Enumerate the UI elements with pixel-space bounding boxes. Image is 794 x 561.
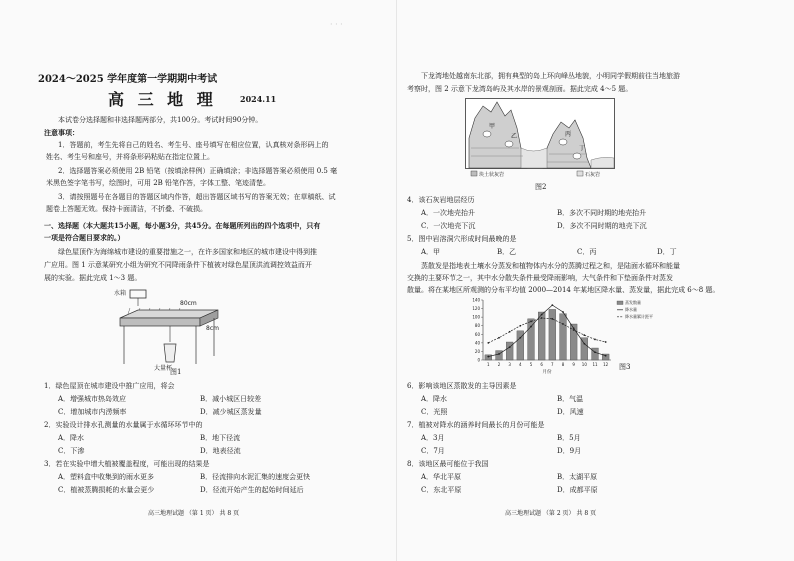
figure-1-experiment — [110, 284, 250, 372]
question-2: 2．实验设计排水孔测量的水量属于水循环环节中的 — [44, 421, 203, 429]
notice-line: 2．选择题答案必须使用 2B 铅笔（按填涂样例）正确填涂；非选择题答案必须使用 0.5 毫 — [58, 167, 338, 175]
series-point — [530, 321, 532, 323]
question-5: 5．图中岩溶洞穴形成时间最晚的是 — [407, 235, 517, 243]
bar-evapotranspiration — [538, 312, 545, 360]
sea-water — [591, 157, 614, 168]
cave-yi — [505, 141, 513, 147]
cave-ding — [573, 153, 581, 159]
bar-evapotranspiration — [581, 338, 588, 360]
x-tick-label: 10 — [581, 362, 587, 367]
bar-evapotranspiration — [528, 319, 535, 360]
q7-option-a: A．3月 — [421, 434, 445, 442]
passage-line: 散量。将在某地区所观测的分布平均值 2000—2014 年某地区降水量、蒸发量，据此完成 6～8 题。 — [407, 286, 720, 294]
series-point — [509, 331, 511, 333]
passage-line: 绿色屋顶作为海绵城市建设的重要措施之一，在许多国家和地区的城市建设中得到推 — [58, 248, 317, 256]
series-point — [519, 325, 521, 327]
q3-option-b: B．径流排向水泥汇集的速度会更快 — [200, 473, 311, 481]
question-6: 6．影响该地区蒸散发的主导因素是 — [407, 382, 517, 390]
series-point — [551, 304, 553, 306]
series-point — [583, 334, 585, 336]
passage-line: 考察时，图 2 示意下龙湾岛屿及其水岸的景观剖面。据此完成 4～5 题。 — [407, 85, 633, 93]
q5-option-d: D．丁 — [657, 248, 677, 256]
exam-date: 2024.11 — [240, 94, 277, 104]
q8-option-b: B．太湖平原 — [557, 473, 598, 481]
fig1-length-label: 80cm — [180, 300, 197, 307]
q7-option-d: D．9月 — [557, 447, 582, 455]
notice-line: 题卷上答题无效。保持卡面清洁，不折叠、不破损。 — [46, 205, 207, 213]
series-point — [562, 323, 564, 325]
q5-option-c: C．丙 — [577, 248, 597, 256]
series-point — [594, 339, 596, 341]
legend-label: 降水量 — [625, 307, 637, 312]
x-tick-label: 2 — [497, 362, 501, 367]
passage-line: 广应用。图 1 示意某研究小组为研究不同降雨条件下植被对绿色屋顶洪流调控效益而开 — [44, 261, 312, 269]
q8-option-a: A．华北平原 — [421, 473, 462, 481]
series-point — [573, 329, 575, 331]
q6-option-c: C．光照 — [421, 408, 448, 416]
series-point — [541, 317, 543, 319]
page-footer-2: 高三地理试题 （第 2 页） 共 8 页 — [505, 510, 597, 517]
q3-option-d: D．径流开始产生的起始时间延后 — [200, 486, 304, 494]
series-point — [498, 337, 500, 339]
passage-line: 交换的主要环节之一，其中水分散失条件最受降雨影响，大气条件和下垫面条件对蒸发 — [407, 274, 673, 282]
y-tick-label: 80 — [474, 323, 480, 329]
water-tank-shape — [130, 290, 146, 298]
x-tick-label: 8 — [561, 362, 565, 367]
q1-option-c: C．增加城市内涝频率 — [58, 408, 127, 416]
q2-option-a: A．降水 — [58, 434, 85, 442]
x-axis-label: 月份 — [542, 370, 552, 375]
fig1-depth-label: 8cm — [206, 325, 219, 332]
series-point — [573, 327, 575, 329]
fig1-rain-label: 水箱 — [114, 290, 127, 297]
figure-3-caption: 图3 — [619, 363, 631, 371]
x-tick-label: 12 — [603, 362, 609, 367]
notice-title: 注意事项： — [44, 128, 79, 137]
q4-option-c: C．一次地壳下沉 — [421, 222, 476, 230]
series-point — [605, 341, 607, 343]
question-4: 4．该石灰岩地层经历 — [407, 196, 475, 204]
y-tick-label: 140 — [472, 297, 480, 303]
passage-line: 下龙湾地处越南东北部，拥有典型的岛上环向峰丛地貌，小明同学假期前往当地旅游 — [421, 72, 680, 80]
series-point — [605, 355, 607, 357]
q3-option-a: A．塑料盒中收集到的雨水更多 — [58, 473, 155, 481]
passage-line: 蒸散发是指地表土壤水分蒸发和植物体内水分的蒸腾过程之和，是陆面水循环和能量 — [421, 262, 680, 270]
q6-option-d: D．风速 — [557, 408, 584, 416]
notice-line: 姓名、考生号和座号，并将条形码粘贴在指定位置上。 — [46, 153, 214, 161]
notice-line: 1．答题前，考生先将自己的姓名、考生号、座号填写在相应位置，认真核对条形码上的 — [58, 141, 329, 149]
series-point — [519, 337, 521, 339]
x-tick-label: 4 — [519, 362, 522, 367]
label-ding: 丁 — [579, 145, 586, 152]
series-point — [551, 318, 553, 320]
question-7: 7．植被对降水的涵养时间最长的月份可能是 — [407, 421, 545, 429]
question-1: 1．绿色屋顶在城市建设中推广应用，将会 — [44, 382, 175, 390]
x-tick-label: 3 — [508, 362, 511, 367]
section-title: 一、选择题（本大题共15小题，每小题3分，共45分。在每题所列出的四个选项中，只有 — [44, 221, 321, 230]
q4-option-d: D．多次不同时期的地壳下沉 — [557, 222, 647, 230]
section-title-cont: 一项是符合题目要求的。） — [44, 233, 125, 242]
bleed-through-marks: · · · — [330, 20, 343, 29]
q8-option-c: C．东北平原 — [421, 486, 462, 494]
series-line-2 — [488, 318, 605, 343]
label-bing: 丙 — [565, 131, 572, 138]
passage-line: 展的实验。据此完成 1～3 题。 — [44, 274, 142, 282]
figure-3-chart — [461, 294, 661, 376]
label-yi: 乙 — [511, 133, 518, 140]
legend-label: 蒸发散量 — [625, 300, 641, 305]
legend-2: 石灰岩 — [585, 172, 601, 178]
y-tick-label: 40 — [474, 340, 480, 346]
series-point — [530, 326, 532, 328]
q1-option-a: A．增强城市热岛效应 — [58, 395, 127, 403]
exam-subject: 高 三 地 理 — [108, 90, 217, 109]
x-tick-label: 6 — [540, 362, 543, 367]
q7-option-b: B．5月 — [557, 434, 581, 442]
series-line-1 — [488, 305, 605, 356]
notice-line: 3．请按照题号在各题目的答题区域内作答，超出答题区域书写的答案无效；在草稿纸、试 — [58, 193, 336, 201]
series-point — [562, 311, 564, 313]
y-tick-label: 120 — [472, 306, 480, 312]
x-tick-label: 9 — [572, 362, 575, 367]
q1-option-d: D．减少城区蒸发量 — [200, 408, 262, 416]
exam-intro: 本试卷分选择题和非选择题两部分，共100分。考试时间90分钟。 — [58, 116, 263, 124]
y-tick-label: 100 — [472, 314, 480, 320]
q2-option-d: D．地表径流 — [200, 447, 241, 455]
measuring-cup-shape — [164, 344, 176, 362]
q1-option-b: B．减小城区日较差 — [200, 395, 262, 403]
q5-option-b: B．乙 — [497, 248, 517, 256]
bar-evapotranspiration — [549, 309, 556, 360]
legend-1: 块土状灰岩 — [479, 172, 505, 178]
label-jia: 甲 — [489, 123, 496, 130]
cave-jia — [483, 131, 491, 137]
bar-evapotranspiration — [560, 314, 567, 360]
figure-2-caption: 图2 — [535, 183, 547, 191]
y-tick-label: 60 — [474, 331, 480, 337]
figure-2-cross-section — [465, 98, 615, 180]
notice-line: 米黑色签字笔书写，绘图时，可用 2B 铅笔作答，字体工整、笔迹清楚。 — [46, 179, 271, 187]
x-tick-label: 1 — [487, 362, 490, 367]
water-channel — [521, 148, 547, 168]
question-8: 8．该地区最可能位于我国 — [407, 460, 489, 468]
x-tick-label: 7 — [551, 362, 554, 367]
legend-swatch — [617, 301, 623, 305]
q2-option-b: B．地下径流 — [200, 434, 241, 442]
series-point — [509, 346, 511, 348]
q3-option-c: C．植被蒸腾损耗的水量会更少 — [58, 486, 155, 494]
fig1-tank-label: 大量杯 — [154, 365, 173, 372]
exam-title-year: 2024～2025 学年度第一学期期中考试 — [38, 74, 218, 85]
series-point — [594, 351, 596, 353]
series-point — [541, 314, 543, 316]
question-3: 3．若在实验中增大植被覆盖程度，可能出现的结果是 — [44, 460, 210, 468]
y-tick-label: 20 — [474, 348, 480, 354]
legend-label: 降水量累计距平 — [625, 314, 653, 319]
bar-evapotranspiration — [496, 351, 503, 360]
right-page — [397, 0, 794, 561]
y-tick-label: 0 — [477, 357, 480, 363]
series-point — [583, 343, 585, 345]
soil-layer — [120, 318, 200, 326]
bar-evapotranspiration — [592, 348, 599, 360]
x-tick-label: 11 — [592, 362, 598, 367]
q5-option-a: A．甲 — [421, 248, 441, 256]
page-footer-1: 高三地理试题 （第 1 页） 共 8 页 — [148, 510, 240, 517]
q6-option-b: B．气温 — [557, 395, 584, 403]
series-point — [498, 353, 500, 355]
q8-option-d: D．成都平原 — [557, 486, 598, 494]
q6-option-a: A．降水 — [421, 395, 448, 403]
q7-option-c: C．7月 — [421, 447, 445, 455]
q2-option-c: C．下渗 — [58, 447, 85, 455]
cave-bing — [559, 139, 567, 145]
series-point — [487, 356, 489, 358]
q4-option-b: B．多次不同时期的地壳抬升 — [557, 209, 647, 217]
q4-option-a: A．一次地壳抬升 — [421, 209, 476, 217]
series-point — [487, 342, 489, 344]
figure-1-caption: 图1 — [170, 368, 182, 376]
x-tick-label: 5 — [529, 362, 533, 367]
